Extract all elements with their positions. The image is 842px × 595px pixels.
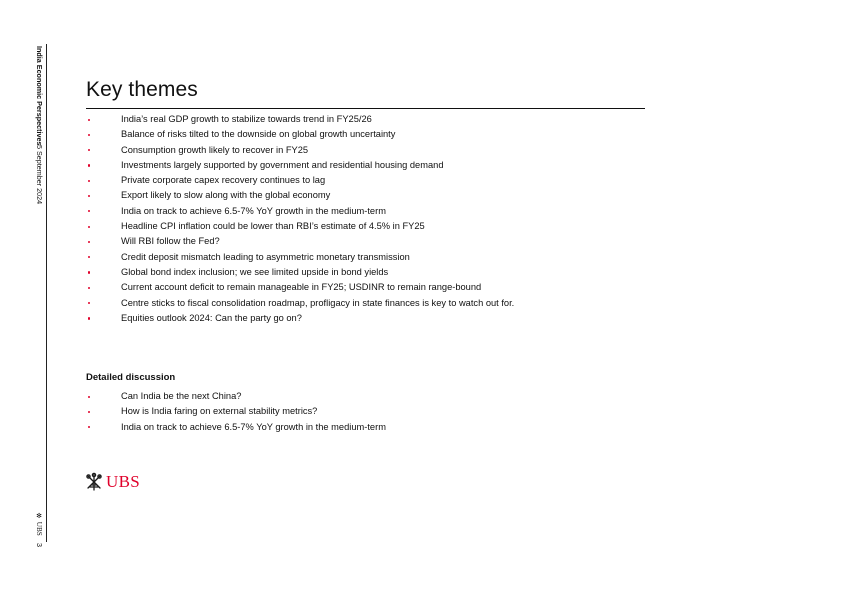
publication-name: India Economic Perspectives xyxy=(35,46,44,146)
bullet-icon xyxy=(88,411,90,413)
sidebar-header xyxy=(35,46,44,205)
sidebar-logo-text: UBS xyxy=(35,521,43,536)
bullet-icon xyxy=(88,195,90,197)
bullet-icon xyxy=(88,119,90,121)
bullet-icon xyxy=(88,164,90,166)
bullet-icon xyxy=(88,302,90,304)
bullet-icon xyxy=(88,426,90,428)
publication-date: 5 September 2024 xyxy=(35,145,44,205)
bullet-icon xyxy=(88,317,90,319)
ubs-logo xyxy=(84,472,140,492)
bullet-icon xyxy=(88,256,90,258)
title-rule xyxy=(86,108,645,109)
page-title: Key themes xyxy=(86,78,198,101)
ubs-keys-small-icon: ✻ xyxy=(35,512,43,520)
sidebar-rule xyxy=(46,44,47,542)
sidebar-footer xyxy=(35,512,44,547)
ubs-keys-icon xyxy=(84,472,104,492)
detailed-discussion-heading: Detailed discussion xyxy=(86,372,176,383)
bullet-icon xyxy=(88,149,90,151)
bullet-icon xyxy=(88,226,90,228)
ubs-logo-text: UBS xyxy=(106,472,140,491)
bullet-icon xyxy=(88,210,90,212)
bullet-icon xyxy=(88,180,90,182)
bullet-icon xyxy=(88,134,90,136)
page-number: 3 xyxy=(35,542,44,547)
bullet-icon xyxy=(88,271,90,273)
bullet-icon xyxy=(88,396,90,398)
bullet-icon xyxy=(88,241,90,243)
bullet-icon xyxy=(88,287,90,289)
